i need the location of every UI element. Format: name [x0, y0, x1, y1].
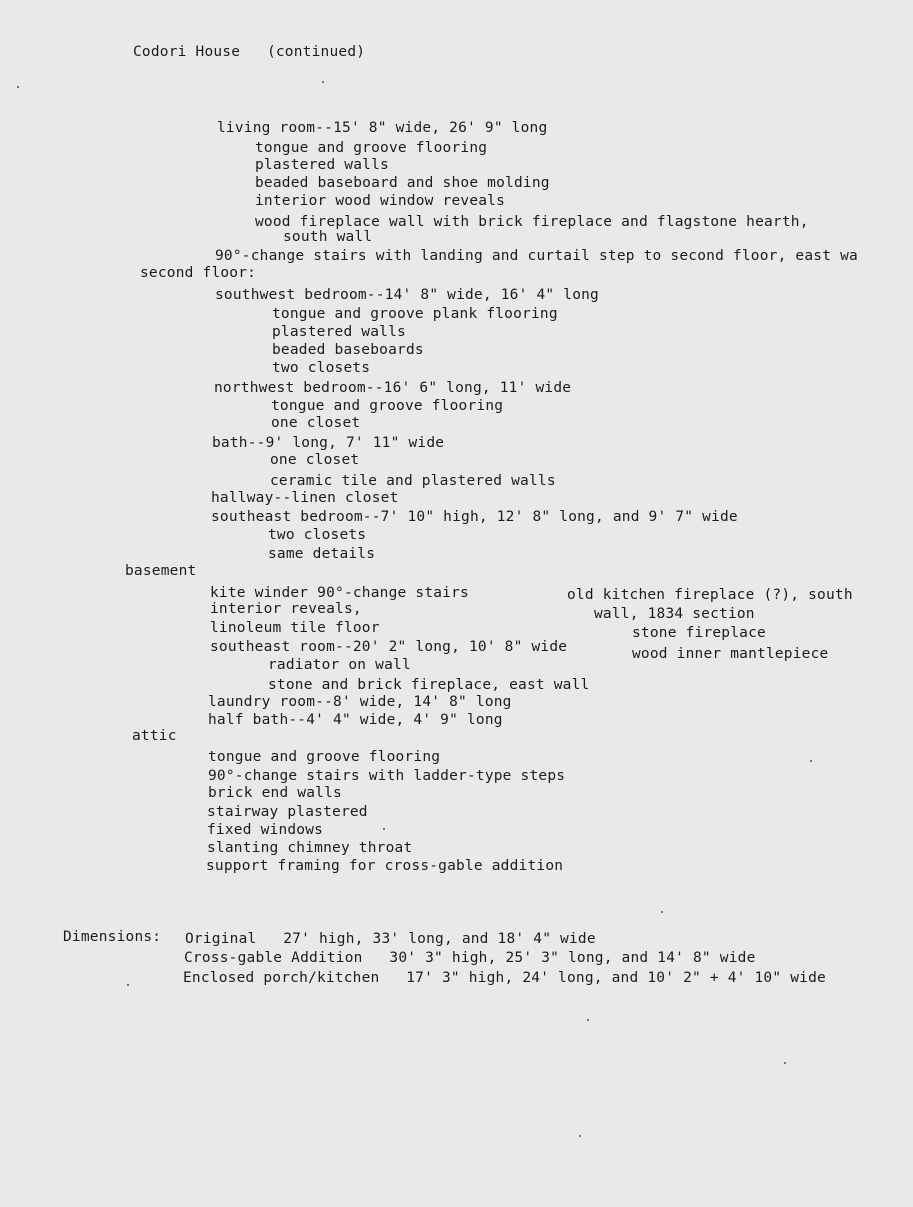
- list-item: plastered walls: [272, 324, 406, 340]
- scan-speck: [784, 1062, 786, 1064]
- scan-speck: [587, 1019, 589, 1021]
- side-note: wood inner mantlepiece: [632, 646, 829, 662]
- list-item: tongue and groove plank flooring: [272, 306, 558, 322]
- dimension-row: Enclosed porch/kitchen 17' 3" high, 24' long, and 10' 2" + 4' 10" wide: [183, 970, 826, 986]
- scan-speck: [322, 81, 324, 83]
- list-item: 90°-change stairs with ladder-type steps: [208, 768, 566, 784]
- list-item: plastered walls: [255, 157, 389, 173]
- room-heading: southwest bedroom--14' 8" wide, 16' 4" long: [215, 287, 599, 303]
- list-item: slanting chimney throat: [207, 840, 413, 856]
- list-item: radiator on wall: [268, 657, 411, 673]
- room-heading: half bath--4' 4" wide, 4' 9" long: [208, 712, 503, 728]
- room-heading: hallway--linen closet: [211, 490, 399, 506]
- scan-speck: [810, 760, 812, 762]
- list-item: same details: [268, 546, 376, 562]
- list-item: wood fireplace wall with brick fireplace and flagstone hearth,: [255, 214, 809, 230]
- list-item: beaded baseboard and shoe molding: [255, 175, 550, 191]
- list-item: linoleum tile floor: [210, 620, 380, 636]
- list-item: stairway plastered: [207, 804, 368, 820]
- list-item: support framing for cross-gable addition: [206, 858, 564, 874]
- list-item: two closets: [268, 527, 367, 543]
- room-heading: southeast room--20' 2" long, 10' 8" wide: [210, 639, 568, 655]
- room-heading: laundry room--8' wide, 14' 8" long: [208, 694, 512, 710]
- scan-speck: [661, 911, 663, 913]
- stairs-item: 90°-change stairs with landing and curtail step to second floor, east wa: [215, 248, 858, 264]
- scan-speck: [579, 1135, 581, 1137]
- list-item: fixed windows: [207, 822, 324, 838]
- list-item: tongue and groove flooring: [208, 749, 441, 765]
- dimension-row: Cross-gable Addition 30' 3" high, 25' 3" long, and 14' 8" wide: [184, 950, 756, 966]
- side-note: stone fireplace: [632, 625, 766, 641]
- list-item: tongue and groove flooring: [255, 140, 488, 156]
- section-label: basement: [125, 563, 197, 579]
- room-heading: southeast bedroom--7' 10" high, 12' 8" long, and 9' 7" wide: [211, 509, 738, 525]
- list-item: one closet: [270, 452, 360, 468]
- dimension-row: Original 27' high, 33' long, and 18' 4" wide: [185, 931, 596, 947]
- room-heading: northwest bedroom--16' 6" long, 11' wide: [214, 380, 572, 396]
- list-item: two closets: [272, 360, 371, 376]
- side-note: old kitchen fireplace (?), south: [567, 587, 853, 603]
- list-item: stone and brick fireplace, east wall: [268, 677, 590, 693]
- room-heading: bath--9' long, 7' 11" wide: [212, 435, 445, 451]
- scan-speck: [17, 86, 19, 88]
- scan-speck: [127, 984, 129, 986]
- list-item: interior reveals,: [210, 601, 362, 617]
- list-item: ceramic tile and plastered walls: [270, 473, 556, 489]
- list-item: tongue and groove flooring: [271, 398, 504, 414]
- list-item: south wall: [283, 229, 373, 245]
- list-item: brick end walls: [208, 785, 342, 801]
- living-room-heading: living room--15' 8" wide, 26' 9" long: [217, 120, 548, 136]
- list-item: one closet: [271, 415, 361, 431]
- section-label: attic: [132, 728, 177, 744]
- side-note: wall, 1834 section: [594, 606, 755, 622]
- list-item: kite winder 90°-change stairs: [210, 585, 469, 601]
- dimensions-label: Dimensions:: [63, 929, 162, 945]
- list-item: beaded baseboards: [272, 342, 424, 358]
- list-item: interior wood window reveals: [255, 193, 506, 209]
- scan-speck: [383, 828, 385, 830]
- section-label: second floor:: [140, 265, 257, 281]
- page-header: Codori House (continued): [133, 44, 366, 60]
